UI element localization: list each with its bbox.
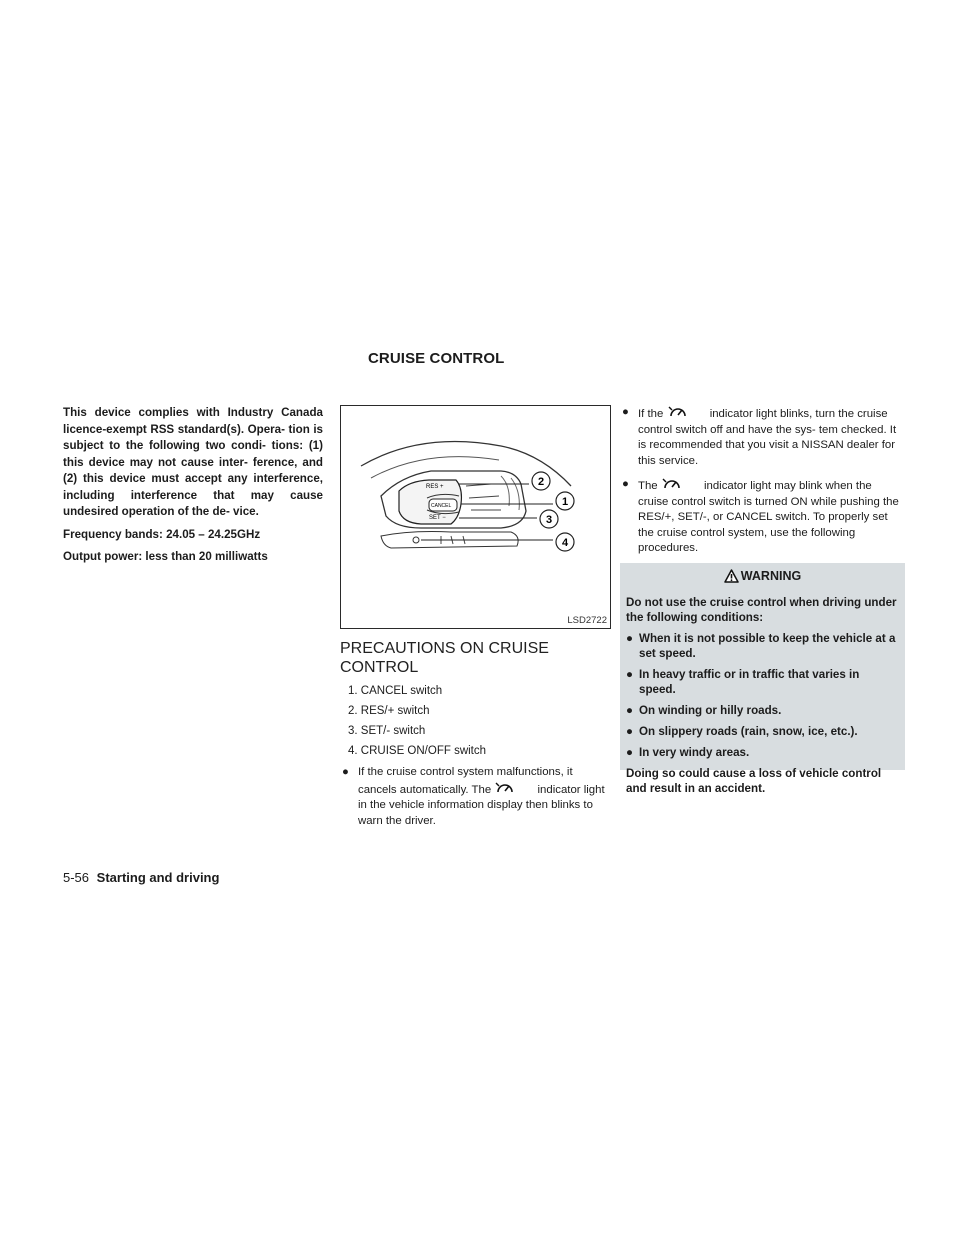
precautions-heading: PRECAUTIONS ON CRUISE CONTROL <box>340 640 549 676</box>
page-footer <box>63 870 219 885</box>
bullet-icon: ● <box>342 766 349 778</box>
warning-item: ● In heavy traffic or in traffic that varies in speed. <box>626 668 860 696</box>
precautions-column <box>340 405 611 829</box>
bullet-icon: ● <box>626 704 634 717</box>
switch-on-bullet: ● The indicator light may blink when the cruise control switch is turned ON while pushing the RES/+, SET/-, or CANCEL switch. To properly set the cruise control system, use the following procedures. <box>622 478 899 554</box>
blink-bullet: ● If the indicator light blinks, turn the cruise control switch off and have the sys- tem checked. It is recommended that you visit a NISSAN dealer for this service. <box>622 406 897 467</box>
set-label: SET − <box>429 515 446 521</box>
steering-wheel-switch-illustration <box>341 406 610 628</box>
callout-4: 4 <box>561 537 569 549</box>
warning-header <box>620 563 905 587</box>
switch-list <box>340 685 611 757</box>
warning-item: ● On winding or hilly roads. <box>626 704 782 717</box>
compliance-column <box>63 405 323 572</box>
warning-body <box>620 587 905 796</box>
bullet-icon: ● <box>622 478 629 490</box>
warning-title: WARNING <box>740 569 802 583</box>
warning-item: ● In very windy areas. <box>626 746 750 759</box>
bullet-icon: ● <box>626 746 634 759</box>
section-title: CRUISE CONTROL <box>368 350 505 367</box>
callout-3: 3 <box>545 514 553 526</box>
warning-triangle-icon <box>724 569 739 583</box>
steering-switch-figure <box>340 405 611 629</box>
warning-intro: Do not use the cruise control when driving under the following conditions: <box>626 596 897 624</box>
bullet-icon: ● <box>626 668 634 681</box>
callout-1: 1 <box>561 496 569 508</box>
compliance-statement: This device complies with Industry Canada licence-exempt RSS standard(s). Opera- tion is subject to the following two condi- tions: (1) this device may not cause inter- ference, and (2) this device must accept any interference, including interference that may cause undesired operation of the de- vice. <box>63 406 323 518</box>
list-item: 2. RES/+ switch <box>348 705 430 717</box>
frequency-bands: Frequency bands: 24.05 – 24.25GHz <box>63 527 261 541</box>
warning-item: ● On slippery roads (rain, snow, ice, etc.). <box>626 725 858 738</box>
cruise-indicator-icon <box>667 405 707 419</box>
cruise-indicator-icon <box>494 781 534 795</box>
figure-code: LSD2722 <box>567 615 607 626</box>
footer-section: Starting and driving <box>96 870 220 885</box>
res-label: RES + <box>426 484 444 490</box>
list-item: 3. SET/- switch <box>348 725 426 737</box>
cruise-indicator-icon <box>661 477 701 491</box>
callout-2: 2 <box>537 476 545 488</box>
warning-item: ● When it is not possible to keep the vehicle at a set speed. <box>626 632 896 660</box>
list-item: 1. CANCEL switch <box>348 685 443 697</box>
malfunction-bullet: ● If the cruise control system malfunctions, it cancels automatically. The indicator light in the vehicle information display then blinks to warn the driver. <box>342 766 605 827</box>
warning-box <box>620 563 905 795</box>
bullet-icon: ● <box>626 632 634 645</box>
list-item: 4. CRUISE ON/OFF switch <box>348 745 487 757</box>
warning-outro: Doing so could cause a loss of vehicle control and result in an accident. <box>626 767 882 795</box>
bullet-icon: ● <box>626 725 634 738</box>
bullet-icon: ● <box>622 406 629 418</box>
page-number: 5-56 <box>63 870 90 885</box>
cancel-label: CANCEL <box>431 503 452 509</box>
output-power: Output power: less than 20 milliwatts <box>63 550 268 563</box>
indicator-column <box>620 405 905 565</box>
